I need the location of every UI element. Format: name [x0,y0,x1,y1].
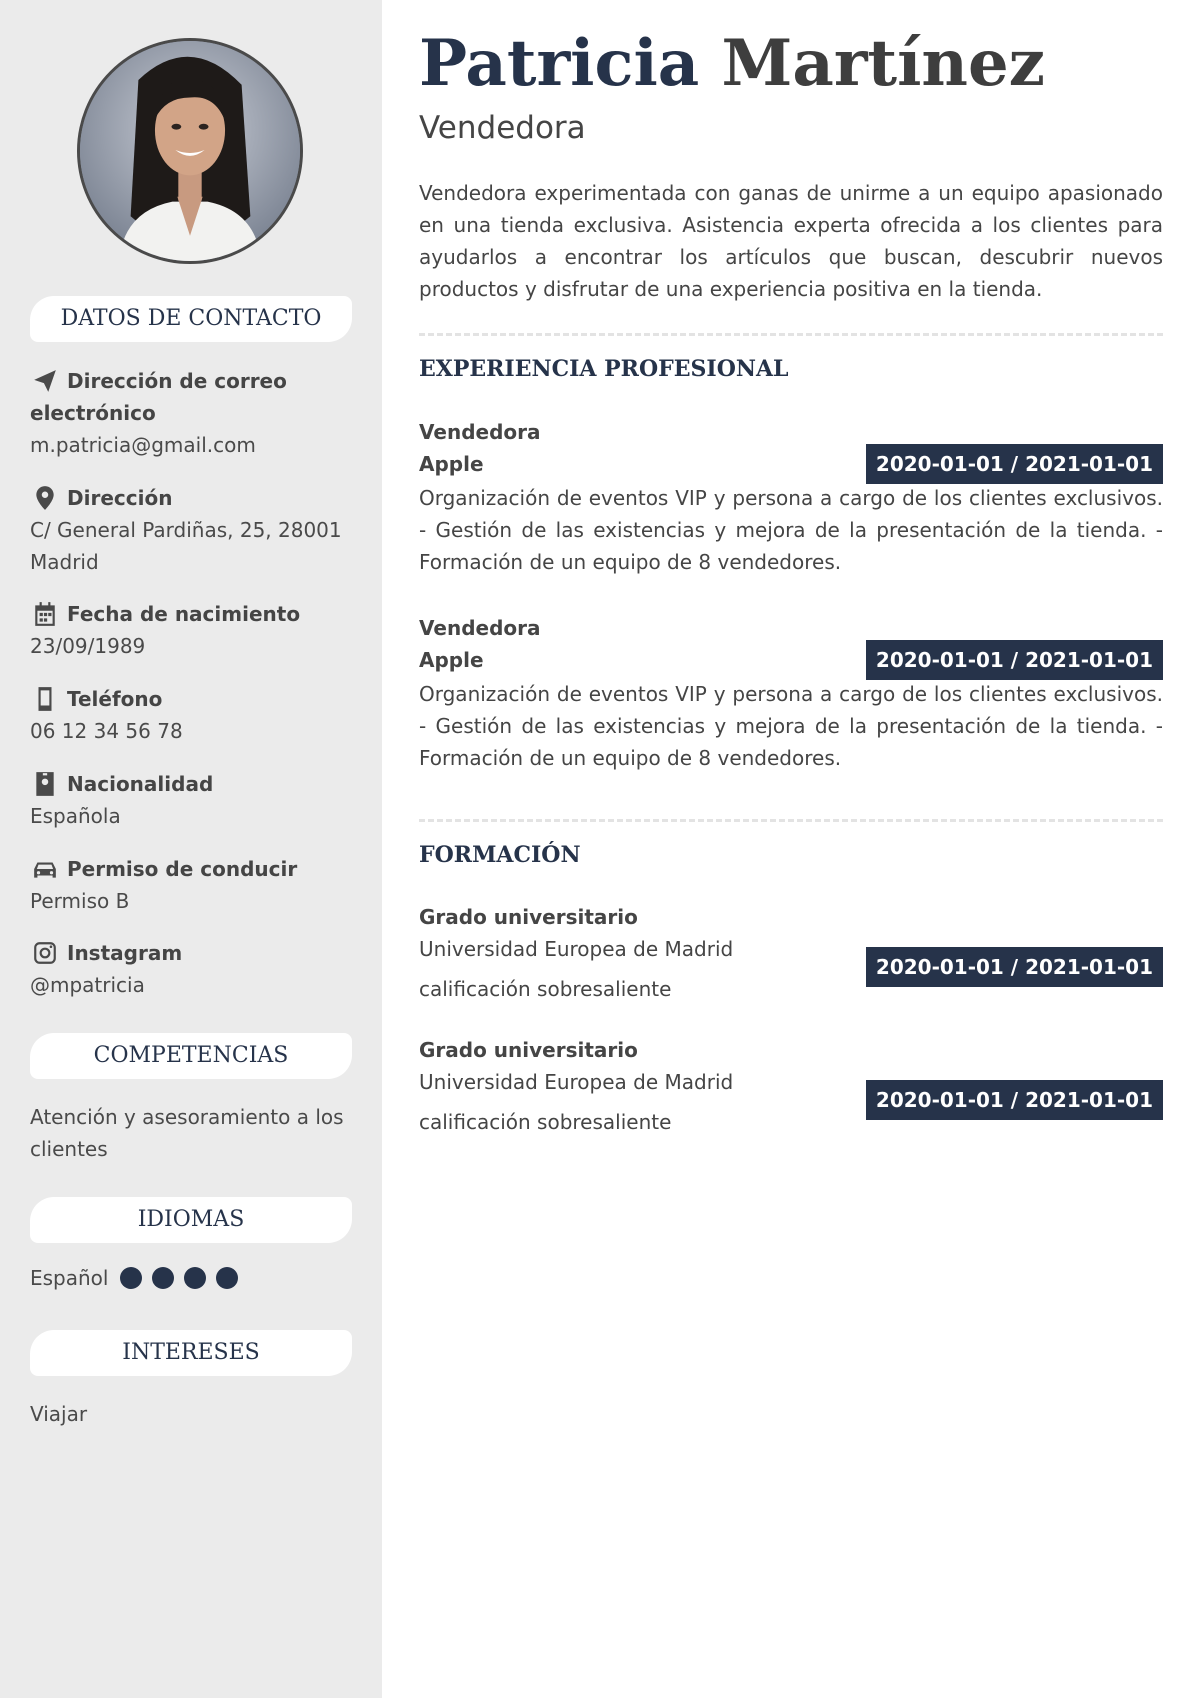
language-level-dot [152,1267,174,1289]
education-note: calificación sobresaliente [419,1110,672,1134]
language-level-dot [184,1267,206,1289]
experience-date-badge: 2020-01-01 / 2021-01-01 [866,640,1163,680]
profile-summary: Vendedora experimentada con ganas de unirme a un equipo apasionado en una tienda exclusiva. Asistencia experta ofrecida a los clientes para ayudarlos a encontrar los artículos que buscan, descubrir nuevos productos y disfrutar de una experiencia positiva en la tienda. [419,181,1163,301]
experience-role: Vendedora [419,616,541,640]
section-divider [419,333,1163,336]
contact-instagram [30,937,352,1001]
interest-item: Viajar [30,1402,88,1426]
contact-phone-value[interactable]: 06 12 34 56 78 [30,719,183,743]
candidate-name [419,26,1045,101]
calendar-icon [30,599,60,629]
contact-email-label: Dirección de correo [67,369,287,393]
profile-photo [77,38,303,264]
contact-instagram-label: Instagram [67,941,183,965]
contact-email [30,365,352,461]
contact-driving-license [30,853,352,917]
last-name: Martínez [721,26,1045,101]
language-item [30,1266,248,1290]
education-date-badge: 2020-01-01 / 2021-01-01 [866,947,1163,987]
education-degree: Grado universitario [419,1038,638,1062]
contact-heading: DATOS DE CONTACTO [30,296,352,342]
experience-date-badge: 2020-01-01 / 2021-01-01 [866,444,1163,484]
instagram-icon [30,938,60,968]
contact-birthdate-label: Fecha de nacimiento [67,602,301,626]
contact-driving-license-label: Permiso de conducir [67,857,298,881]
contact-address-value-2: Madrid [30,550,99,574]
languages-heading: IDIOMAS [30,1197,352,1243]
contact-email-label-2: electrónico [30,401,156,425]
experience-description: Organización de eventos VIP y persona a cargo de los clientes exclusivos. - Gestión de las existencias y mejora de la presentación de la tienda. - Formación de un equipo de 8 vendedores. [419,486,1163,574]
experience-company: Apple [419,648,484,672]
experience-heading: EXPERIENCIA PROFESIONAL [419,356,789,382]
language-level-dots [120,1267,248,1289]
skill-item-line-1: Atención y asesoramiento a los [30,1105,344,1129]
education-entry [419,901,1163,1005]
skills-heading: COMPETENCIAS [30,1033,352,1079]
contact-address-label: Dirección [67,486,173,510]
job-title: Vendedora [419,110,586,146]
profile-photo-illustration [80,41,300,261]
contact-nationality-label: Nacionalidad [67,772,214,796]
contact-phone-label: Teléfono [67,687,163,711]
contact-phone [30,683,352,747]
skills-list [30,1101,352,1165]
paper-plane-icon [30,366,60,396]
language-level-dot [216,1267,238,1289]
education-degree: Grado universitario [419,905,638,929]
interests-heading: INTERESES [30,1330,352,1376]
map-pin-icon [30,483,60,513]
car-icon [30,854,60,884]
education-school: Universidad Europea de Madrid [419,1070,734,1094]
education-note: calificación sobresaliente [419,977,672,1001]
experience-entry [419,416,1163,578]
skill-item-line-2: clientes [30,1137,108,1161]
contact-email-value[interactable]: m.patricia@gmail.com [30,433,256,457]
experience-description: Organización de eventos VIP y persona a cargo de los clientes exclusivos. - Gestión de las existencias y mejora de la presentación de la tienda. - Formación de un equipo de 8 vendedores. [419,682,1163,770]
experience-role: Vendedora [419,420,541,444]
section-divider [419,819,1163,822]
contact-address-value: C/ General Pardiñas, 25, 28001 [30,518,342,542]
contact-birthdate-value: 23/09/1989 [30,634,146,658]
sidebar [0,0,382,1698]
contact-birthdate [30,598,352,662]
education-school: Universidad Europea de Madrid [419,937,734,961]
education-heading: FORMACIÓN [419,842,581,868]
contact-driving-license-value: Permiso B [30,889,130,913]
contact-address [30,482,352,578]
contact-nationality-value: Española [30,804,121,828]
contact-instagram-value[interactable]: @mpatricia [30,973,145,997]
language-level-dot [120,1267,142,1289]
language-name: Español [30,1266,109,1290]
education-entry [419,1034,1163,1138]
mobile-phone-icon [30,684,60,714]
contact-nationality [30,768,352,832]
experience-entry [419,612,1163,774]
education-date-badge: 2020-01-01 / 2021-01-01 [866,1080,1163,1120]
first-name: Patricia [419,26,700,101]
id-badge-icon [30,769,60,799]
experience-company: Apple [419,452,484,476]
